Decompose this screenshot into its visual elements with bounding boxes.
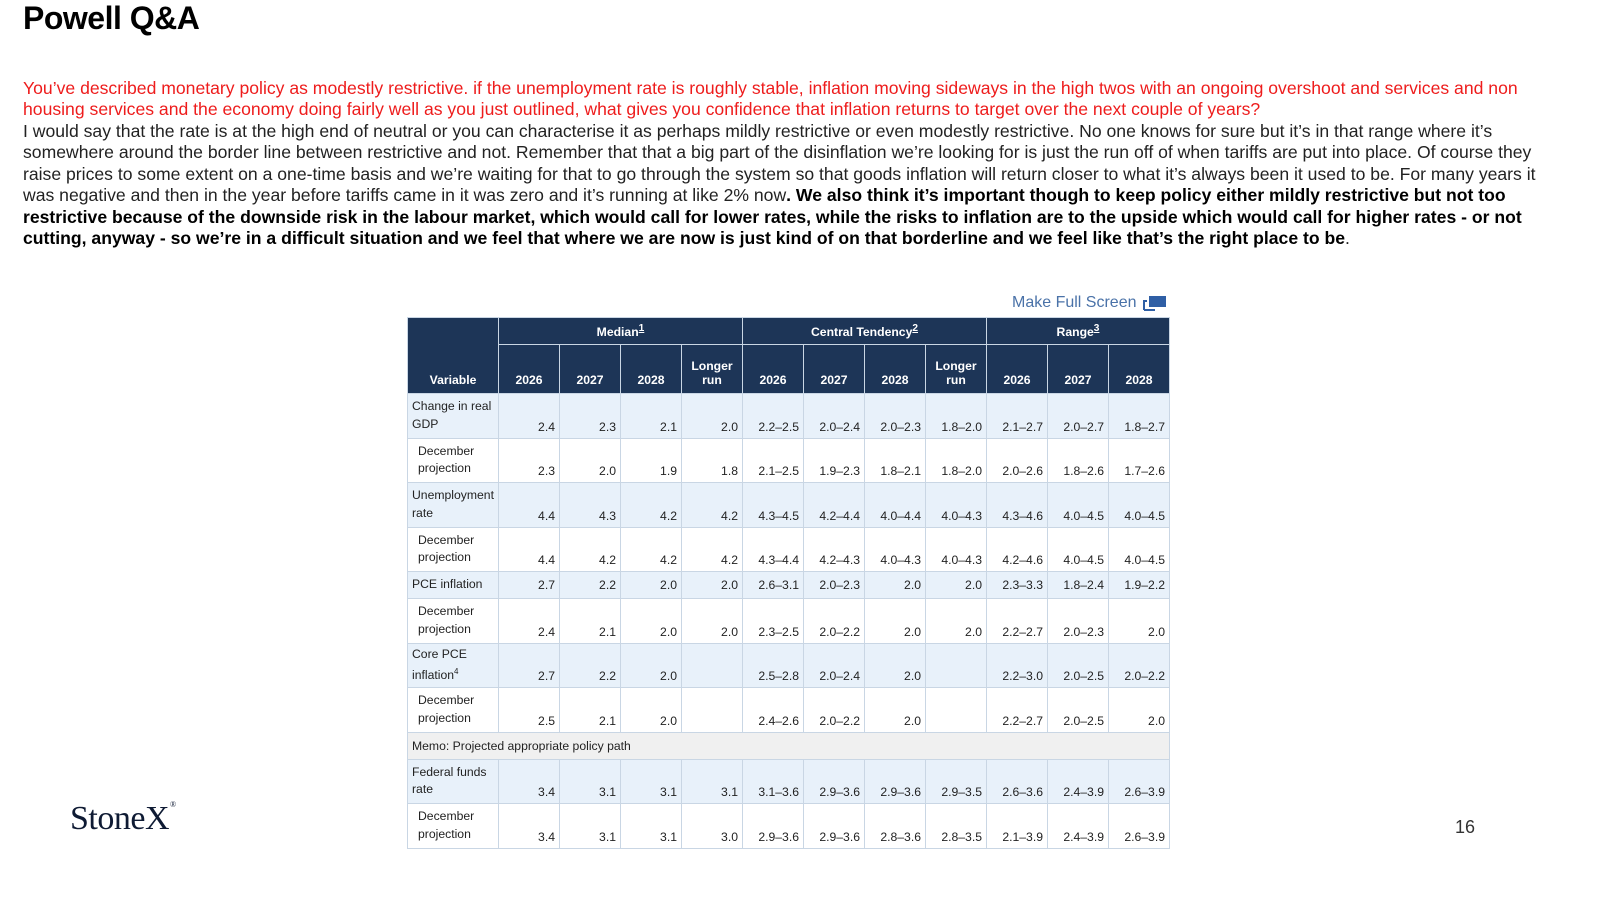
table-cell: 2.0 — [865, 572, 926, 599]
make-full-screen-link[interactable] — [1012, 293, 1167, 313]
table-cell: 4.0–4.5 — [1048, 527, 1109, 572]
table-cell: 2.0 — [865, 599, 926, 644]
table-cell: 3.1 — [621, 804, 682, 849]
table-cell: 4.3 — [560, 483, 621, 528]
median-group-header: Median$^1$ — [499, 318, 743, 345]
table-cell: 2.0–2.6 — [987, 438, 1048, 483]
page-title: Powell Q&A — [23, 0, 200, 36]
table-cell: 1.8–2.0 — [926, 394, 987, 439]
table-cell: 2.0 — [865, 643, 926, 688]
table-cell: 2.0–2.7 — [1048, 394, 1109, 439]
table-cell: 4.2 — [621, 483, 682, 528]
table-cell: 2.7 — [499, 643, 560, 688]
table-cell: 2.9–3.6 — [743, 804, 804, 849]
table-cell: 1.9–2.2 — [1109, 572, 1170, 599]
row-label: December projection — [408, 688, 499, 733]
table-cell: 2.9–3.5 — [926, 759, 987, 804]
table-cell: 1.8–2.0 — [926, 438, 987, 483]
row-label: Core PCE inflation$^4$ — [408, 643, 499, 688]
row-label: December projection — [408, 527, 499, 572]
table-cell: 2.0 — [865, 688, 926, 733]
table-cell: 4.2 — [682, 483, 743, 528]
row-label: December projection — [408, 599, 499, 644]
table-row — [408, 527, 1170, 572]
table-cell: 1.8 — [682, 438, 743, 483]
table-cell: 2.0 — [682, 394, 743, 439]
year-header: 2027 — [560, 345, 621, 394]
table-cell: 2.8–3.5 — [926, 804, 987, 849]
table-cell: 4.2 — [682, 527, 743, 572]
memo-label: Memo: Projected appropriate policy path — [408, 732, 1170, 759]
table-cell: 4.0–4.3 — [926, 527, 987, 572]
table-cell: 2.1 — [560, 688, 621, 733]
table-cell: 3.4 — [499, 759, 560, 804]
table-cell: 2.3–2.5 — [743, 599, 804, 644]
table-cell: 2.3 — [499, 438, 560, 483]
year-header: 2028 — [865, 345, 926, 394]
table-cell: 4.4 — [499, 483, 560, 528]
table-cell: 2.1–2.7 — [987, 394, 1048, 439]
table-cell: 2.0 — [682, 572, 743, 599]
table-cell: 4.3–4.6 — [987, 483, 1048, 528]
table-cell: 4.0–4.3 — [865, 527, 926, 572]
table-row — [408, 643, 1170, 688]
table-cell: 3.1 — [560, 759, 621, 804]
row-label: December projection — [408, 438, 499, 483]
table-cell: 2.6–3.9 — [1109, 804, 1170, 849]
table-cell: 2.0 — [621, 572, 682, 599]
table-cell: 1.8–2.6 — [1048, 438, 1109, 483]
table-cell: 4.0–4.4 — [865, 483, 926, 528]
answer-bold: . We also think it’s important though to keep policy either mildly restrictive but not too restrictive because of the downside risk in the labour market, which would call for lower rates, while the risks to inflation are to the upside which would call for higher rates - or not cutting, anyway - so we’re in a difficult situation and we feel that where we are now is just kind of on that borderline and we feel like that’s the right place to be — [23, 185, 1522, 249]
year-header: 2028 — [1109, 345, 1170, 394]
table-cell: 2.0–2.2 — [804, 688, 865, 733]
table-cell: 4.2 — [621, 527, 682, 572]
table-cell: 2.3–3.3 — [987, 572, 1048, 599]
table-cell: 2.0–2.2 — [1109, 643, 1170, 688]
table-cell: 1.7–2.6 — [1109, 438, 1170, 483]
table-cell: 2.0–2.3 — [865, 394, 926, 439]
table-cell: 4.4 — [499, 527, 560, 572]
fullscreen-icon — [1143, 295, 1167, 311]
table-cell: 2.2–2.5 — [743, 394, 804, 439]
table-cell: 2.2–2.7 — [987, 599, 1048, 644]
table-cell: 2.0–2.4 — [804, 394, 865, 439]
year-header: 2027 — [1048, 345, 1109, 394]
table-cell: 2.6–3.1 — [743, 572, 804, 599]
range-group-header: Range$^3$ — [987, 318, 1170, 345]
table-cell: 2.4–3.9 — [1048, 759, 1109, 804]
year-header: 2026 — [987, 345, 1048, 394]
table-cell: 4.0–4.5 — [1109, 483, 1170, 528]
table-cell: 2.3 — [560, 394, 621, 439]
year-header: 2028 — [621, 345, 682, 394]
table-group-header-row — [408, 318, 1170, 345]
year-header: 2026 — [499, 345, 560, 394]
table-cell: 2.2–2.7 — [987, 688, 1048, 733]
table-cell: 2.0–2.3 — [804, 572, 865, 599]
table-cell: 2.0 — [1109, 688, 1170, 733]
table-cell: 4.3–4.4 — [743, 527, 804, 572]
table-cell: 1.9 — [621, 438, 682, 483]
table-cell: 2.0 — [926, 599, 987, 644]
table-cell: 3.1 — [560, 804, 621, 849]
table-cell: 2.0–2.2 — [804, 599, 865, 644]
table-cell: 3.4 — [499, 804, 560, 849]
table-row — [408, 759, 1170, 804]
table-cell: 2.9–3.6 — [804, 804, 865, 849]
table-cell: 2.2–3.0 — [987, 643, 1048, 688]
row-label: Federal funds rate — [408, 759, 499, 804]
table-cell: 2.0 — [621, 643, 682, 688]
table-cell: 2.2 — [560, 643, 621, 688]
answer-plain: I would say that the rate is at the high end of neutral or you can characterise it as perhaps mildly restrictive or even modestly restrictive. No one knows for sure but it’s in that range where it’s somewhere around the border line between restrictive and not. Remember that that a big part of the disinflation we’re looking for is just the run off of when tariffs are put into place. Of course they raise prices to some extent on a one-time basis and we’re waiting for that to go through the system so that goods inflation will return closer to what it’s always been it used to be. For many years it was negative and then in the year before tariffs came in it was zero and it’s running at like 2% now — [23, 121, 1536, 206]
sep-table — [407, 317, 1170, 849]
table-cell: 2.8–3.6 — [865, 804, 926, 849]
table-cell: 2.4 — [499, 394, 560, 439]
variable-header: Variable — [408, 318, 499, 394]
question-text: You’ve described monetary policy as modestly restrictive. if the unemployment rate is roughly stable, inflation moving sideways in the high twos with an ongoing overshoot and services and non housing services and the economy doing fairly well as you just outlined, what gives you confidence that inflation returns to target over the next couple of years? — [23, 78, 1518, 120]
table-cell: 3.1–3.6 — [743, 759, 804, 804]
table-cell: 4.2 — [560, 527, 621, 572]
table-cell: 2.6–3.6 — [987, 759, 1048, 804]
table-cell: 3.1 — [621, 759, 682, 804]
table-cell: 1.8–2.7 — [1109, 394, 1170, 439]
stonex-logo: StoneX® — [70, 800, 176, 837]
memo-row — [408, 732, 1170, 759]
table-row — [408, 599, 1170, 644]
row-label: Change in real GDP — [408, 394, 499, 439]
table-cell: 3.0 — [682, 804, 743, 849]
table-cell — [682, 688, 743, 733]
row-label: December projection — [408, 804, 499, 849]
table-cell: 2.1–3.9 — [987, 804, 1048, 849]
table-cell: 2.5–2.8 — [743, 643, 804, 688]
table-cell: 2.4 — [499, 599, 560, 644]
table-cell: 2.0 — [682, 599, 743, 644]
table-cell: 2.7 — [499, 572, 560, 599]
table-row — [408, 483, 1170, 528]
table-cell: 1.9–2.3 — [804, 438, 865, 483]
year-header: 2026 — [743, 345, 804, 394]
table-cell: 2.2 — [560, 572, 621, 599]
year-header: Longer run — [682, 345, 743, 394]
table-cell: 2.0–2.5 — [1048, 688, 1109, 733]
table-cell — [926, 688, 987, 733]
table-cell: 2.4–2.6 — [743, 688, 804, 733]
table-cell: 2.1 — [621, 394, 682, 439]
central-tendency-group-header: Central Tendency$^2$ — [743, 318, 987, 345]
table-cell: 2.0–2.4 — [804, 643, 865, 688]
make-full-screen-label: Make Full Screen — [1012, 294, 1137, 311]
table-cell: 2.0 — [560, 438, 621, 483]
table-row — [408, 804, 1170, 849]
table-cell: 2.6–3.9 — [1109, 759, 1170, 804]
row-label: PCE inflation — [408, 572, 499, 599]
table-cell: 2.9–3.6 — [865, 759, 926, 804]
table-cell: 4.0–4.5 — [1109, 527, 1170, 572]
table-cell: 2.0–2.5 — [1048, 643, 1109, 688]
table-cell: 2.9–3.6 — [804, 759, 865, 804]
page-number: 16 — [1455, 817, 1476, 837]
table-cell: 4.3–4.5 — [743, 483, 804, 528]
table-cell: 2.5 — [499, 688, 560, 733]
table-cell: 2.1–2.5 — [743, 438, 804, 483]
table-cell — [926, 643, 987, 688]
table-cell: 4.0–4.3 — [926, 483, 987, 528]
table-row — [408, 688, 1170, 733]
table-row — [408, 394, 1170, 439]
table-cell: 2.4–3.9 — [1048, 804, 1109, 849]
table-cell: 4.2–4.3 — [804, 527, 865, 572]
year-header: 2027 — [804, 345, 865, 394]
answer-end: . — [1345, 228, 1350, 249]
table-cell: 1.8–2.4 — [1048, 572, 1109, 599]
table-cell: 2.0 — [621, 599, 682, 644]
table-row — [408, 438, 1170, 483]
table-cell: 2.0–2.3 — [1048, 599, 1109, 644]
table-cell: 2.0 — [621, 688, 682, 733]
year-header: Longer run — [926, 345, 987, 394]
answer-text — [23, 121, 1563, 249]
table-row — [408, 572, 1170, 599]
table-cell: 2.0 — [926, 572, 987, 599]
table-cell: 4.0–4.5 — [1048, 483, 1109, 528]
table-body — [408, 394, 1170, 849]
table-cell: 2.1 — [560, 599, 621, 644]
table-cell — [682, 643, 743, 688]
table-cell: 3.1 — [682, 759, 743, 804]
table-cell: 4.2–4.6 — [987, 527, 1048, 572]
table-year-header-row — [408, 345, 1170, 394]
table-cell: 4.2–4.4 — [804, 483, 865, 528]
table-cell: 2.0 — [1109, 599, 1170, 644]
table-cell: 1.8–2.1 — [865, 438, 926, 483]
row-label: Unemployment rate — [408, 483, 499, 528]
